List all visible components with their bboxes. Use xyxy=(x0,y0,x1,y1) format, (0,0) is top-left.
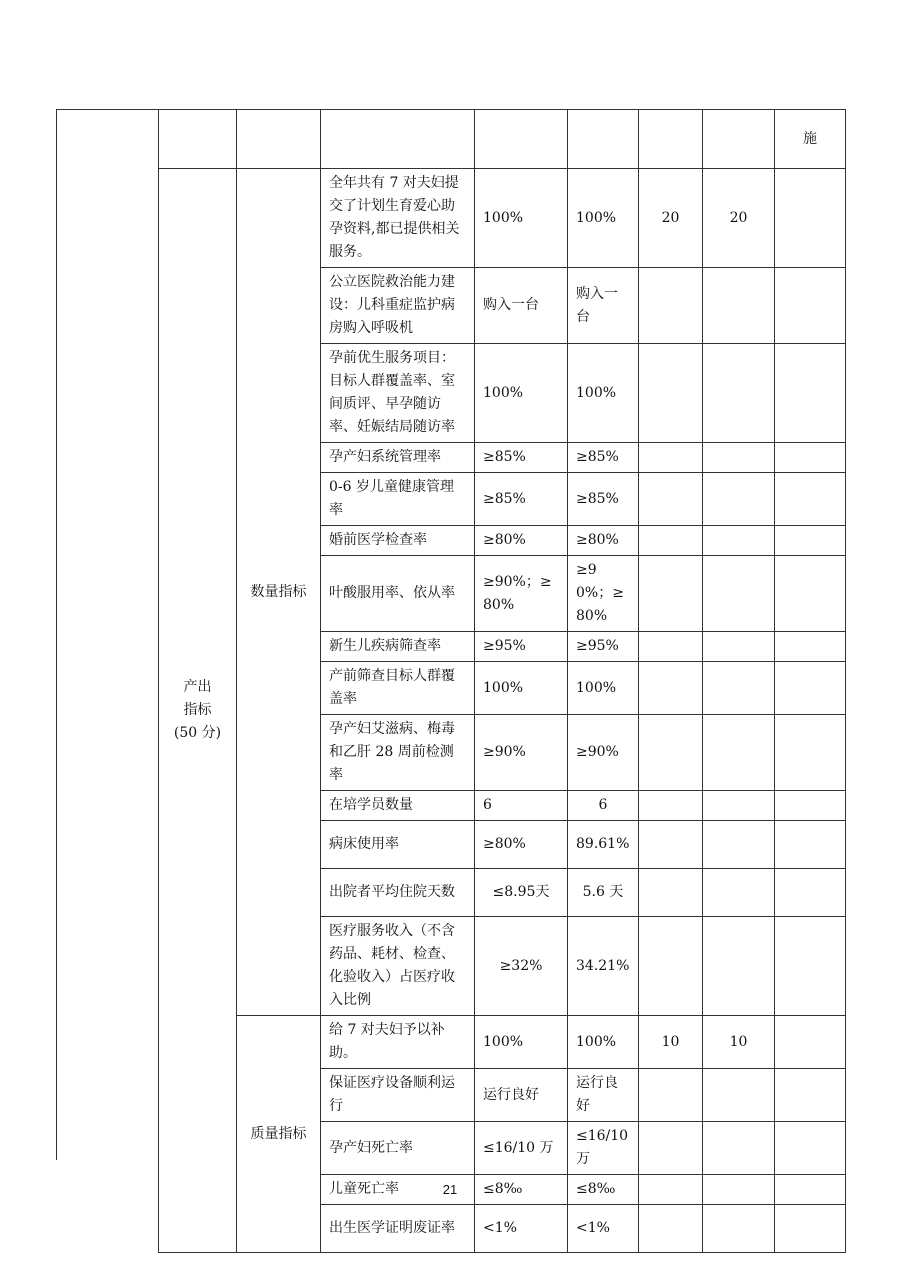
output-indicator-group: 产出 指标 (50 分) xyxy=(159,169,237,1253)
item-cell: 全年共有 7 对夫妇提交了计划生育爱心助孕资料,都已提供相关服务。 xyxy=(321,169,475,268)
actual-cell: 34.21% xyxy=(568,917,639,1016)
target-cell: ≥80% xyxy=(475,821,568,869)
actual-cell: 5.6 天 xyxy=(568,869,639,917)
target-cell: 100% xyxy=(475,1016,568,1069)
item-cell: 新生儿疾病筛查率 xyxy=(321,632,475,662)
weight-cell: 20 xyxy=(639,169,703,268)
target-cell: ≥90% xyxy=(475,715,568,791)
item-cell: 叶酸服用率、依从率 xyxy=(321,556,475,632)
item-cell: 在培学员数量 xyxy=(321,791,475,821)
target-cell: 100% xyxy=(475,344,568,443)
actual-cell: 购入一台 xyxy=(568,268,639,344)
item-cell: 医疗服务收入（不含药品、耗材、检查、化验收入）占医疗收入比例 xyxy=(321,917,475,1016)
table-row xyxy=(159,169,846,268)
actual-cell: 100% xyxy=(568,344,639,443)
item-cell: 孕前优生服务项目：目标人群覆盖率、室间质评、早孕随访率、妊娠结局随访率 xyxy=(321,344,475,443)
target-cell: 6 xyxy=(475,791,568,821)
target-cell: ≥95% xyxy=(475,632,568,662)
item-cell: 孕产妇艾滋病、梅毒和乙肝 28 周前检测率 xyxy=(321,715,475,791)
target-cell: ≥80% xyxy=(475,526,568,556)
target-cell: 购入一台 xyxy=(475,268,568,344)
table-row xyxy=(159,1016,846,1069)
target-cell: ≤8.95天 xyxy=(475,869,568,917)
target-cell: 运行良好 xyxy=(475,1069,568,1122)
quantity-indicator-label: 数量指标 xyxy=(237,169,321,1016)
item-cell: 病床使用率 xyxy=(321,821,475,869)
item-cell: 出院者平均住院天数 xyxy=(321,869,475,917)
item-cell: 公立医院救治能力建设：儿科重症监护病房购入呼吸机 xyxy=(321,268,475,344)
item-cell: 出生医学证明废证率 xyxy=(321,1205,475,1253)
actual-cell: ≥85% xyxy=(568,443,639,473)
item-cell: 产前筛查目标人群覆盖率 xyxy=(321,662,475,715)
target-cell: ≥85% xyxy=(475,473,568,526)
actual-cell: ≥85% xyxy=(568,473,639,526)
target-cell: 100% xyxy=(475,169,568,268)
score-cell: 10 xyxy=(703,1016,775,1069)
target-cell: <1% xyxy=(475,1205,568,1253)
actual-cell: 运行良好 xyxy=(568,1069,639,1122)
item-cell: 保证医疗设备顺利运行 xyxy=(321,1069,475,1122)
target-cell: ≤8‰ xyxy=(475,1175,568,1205)
actual-cell: 89.61% xyxy=(568,821,639,869)
actual-cell: ≥80% xyxy=(568,526,639,556)
actual-cell: 100% xyxy=(568,169,639,268)
actual-cell: ≤16/10万 xyxy=(568,1122,639,1175)
target-cell: ≥32% xyxy=(475,917,568,1016)
actual-cell: ≥90%；≥80% xyxy=(568,556,639,632)
performance-indicator-table xyxy=(158,109,846,1253)
item-cell: 孕产妇系统管理率 xyxy=(321,443,475,473)
item-cell: 儿童死亡率 xyxy=(321,1175,475,1205)
actual-cell: 100% xyxy=(568,662,639,715)
page-number: 21 xyxy=(442,1182,458,1197)
continued-row xyxy=(159,110,846,169)
actual-cell: <1% xyxy=(568,1205,639,1253)
weight-cell: 10 xyxy=(639,1016,703,1069)
actual-cell: ≤8‰ xyxy=(568,1175,639,1205)
target-cell: ≤16/10 万 xyxy=(475,1122,568,1175)
item-cell: 给 7 对夫妇予以补助。 xyxy=(321,1016,475,1069)
item-cell: 0-6 岁儿童健康管理率 xyxy=(321,473,475,526)
actual-cell: 6 xyxy=(568,791,639,821)
item-cell: 婚前医学检查率 xyxy=(321,526,475,556)
item-cell: 孕产妇死亡率 xyxy=(321,1122,475,1175)
outer-column-border xyxy=(56,109,57,1160)
fragment-cell: 施 xyxy=(775,110,846,169)
target-cell: ≥85% xyxy=(475,443,568,473)
target-cell: ≥90%；≥80% xyxy=(475,556,568,632)
quality-indicator-label: 质量指标 xyxy=(237,1016,321,1253)
target-cell: 100% xyxy=(475,662,568,715)
actual-cell: 100% xyxy=(568,1016,639,1069)
actual-cell: ≥90% xyxy=(568,715,639,791)
score-cell: 20 xyxy=(703,169,775,268)
actual-cell: ≥95% xyxy=(568,632,639,662)
outer-column-top-border xyxy=(56,109,159,110)
